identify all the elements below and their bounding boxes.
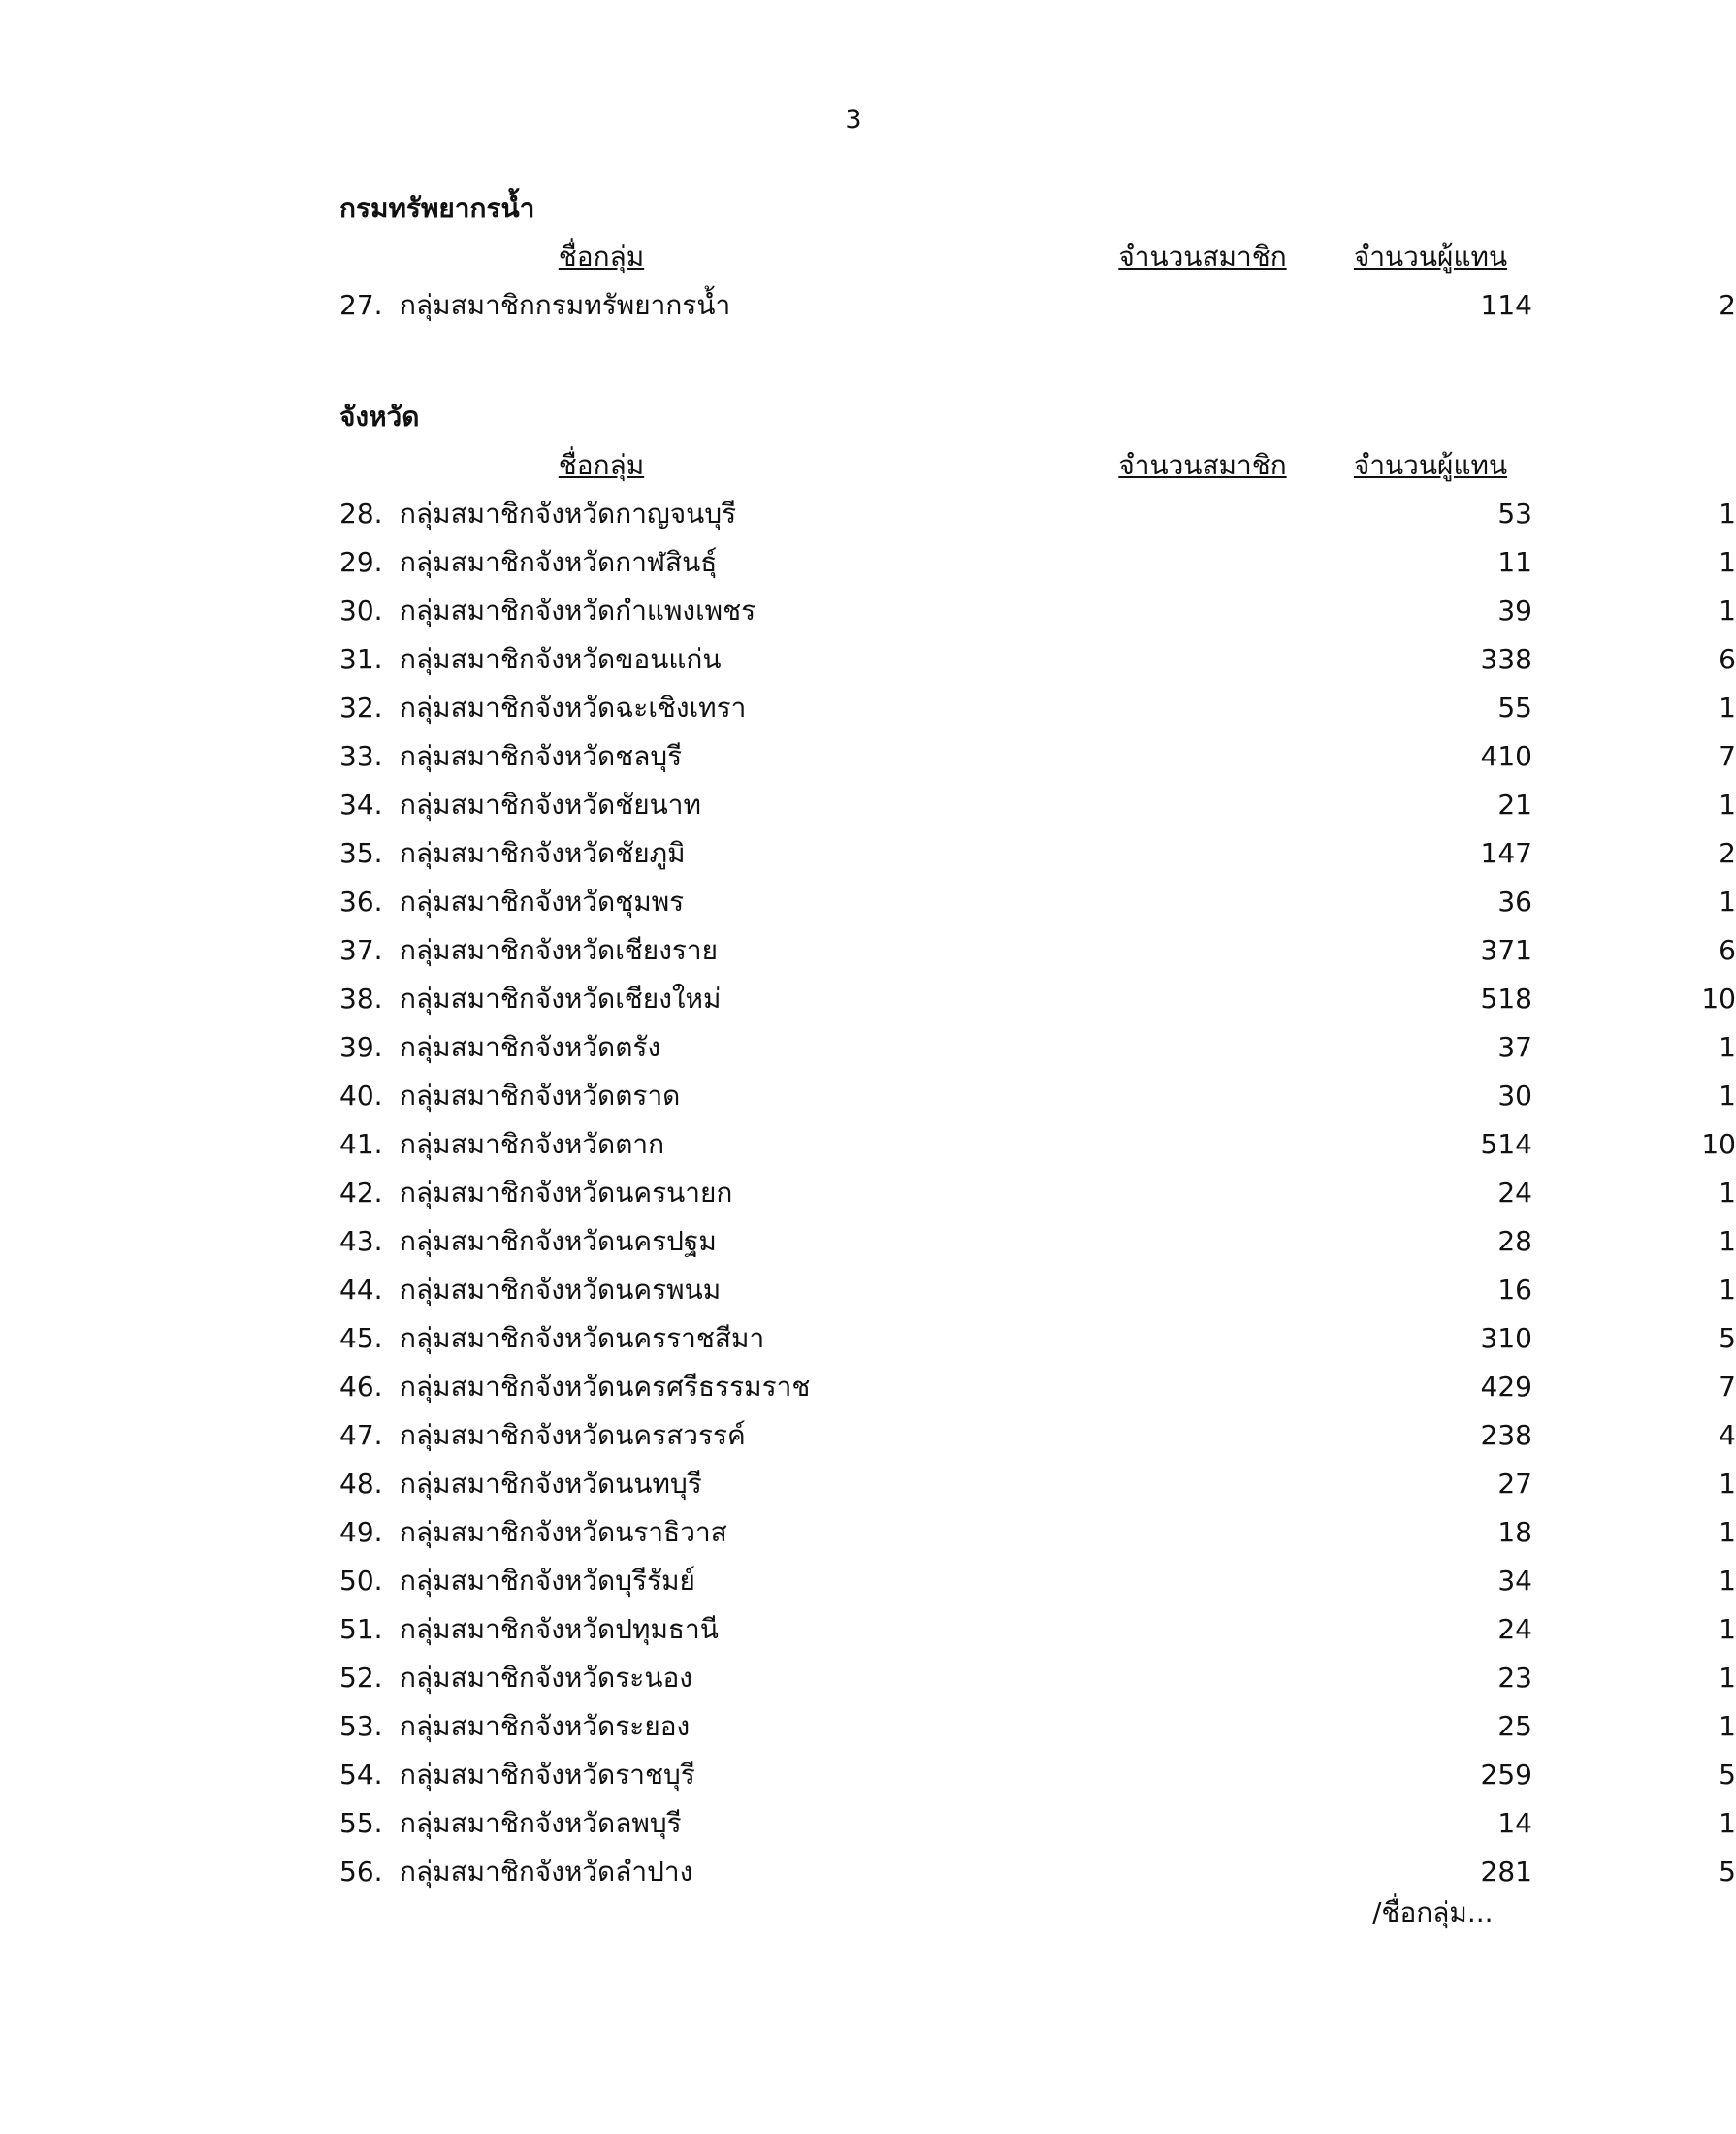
rep-count: 1 bbox=[1719, 1468, 1736, 1500]
rep-count: 1 bbox=[1719, 1080, 1736, 1112]
group-name: กลุ่มสมาชิกกรมทรัพยากรน้ำ bbox=[400, 289, 731, 321]
table-row bbox=[339, 684, 1736, 732]
rep-count: 1 bbox=[1719, 1613, 1736, 1645]
row-number: 35. bbox=[339, 837, 383, 869]
row-number: 32. bbox=[339, 692, 383, 724]
group-name: กลุ่มสมาชิกจังหวัดลพบุรี bbox=[400, 1807, 682, 1839]
table-header bbox=[339, 441, 1508, 490]
member-count: 410 bbox=[1480, 740, 1532, 772]
table-row bbox=[339, 1460, 1736, 1508]
table-row bbox=[339, 1363, 1736, 1411]
group-name: กลุ่มสมาชิกจังหวัดตาก bbox=[400, 1128, 665, 1160]
group-name: กลุ่มสมาชิกจังหวัดบุรีรัมย์ bbox=[400, 1565, 695, 1597]
member-count: 30 bbox=[1497, 1080, 1532, 1112]
row-number: 46. bbox=[339, 1371, 383, 1403]
member-count: 27 bbox=[1497, 1468, 1532, 1500]
table-row bbox=[339, 587, 1736, 635]
group-name: กลุ่มสมาชิกจังหวัดนครปฐม bbox=[400, 1225, 717, 1257]
group-name: กลุ่มสมาชิกจังหวัดนราธิวาส bbox=[400, 1516, 727, 1548]
rep-count: 1 bbox=[1719, 1807, 1736, 1839]
member-count: 16 bbox=[1497, 1274, 1532, 1306]
rep-count: 1 bbox=[1719, 595, 1736, 627]
member-count: 55 bbox=[1497, 692, 1532, 724]
rep-count: 1 bbox=[1719, 498, 1736, 530]
group-name: กลุ่มสมาชิกจังหวัดนครศรีธรรมราช bbox=[400, 1371, 811, 1403]
rep-count: 1 bbox=[1719, 1662, 1736, 1694]
row-number: 45. bbox=[339, 1322, 383, 1354]
group-name: กลุ่มสมาชิกจังหวัดชัยนาท bbox=[400, 789, 701, 821]
rep-count: 1 bbox=[1719, 1516, 1736, 1548]
group-name: กลุ่มสมาชิกจังหวัดนครราชสีมา bbox=[400, 1322, 765, 1354]
rep-count: 2 bbox=[1719, 837, 1736, 869]
header-reps: จำนวนผู้แทน bbox=[1353, 241, 1508, 273]
rep-count: 7 bbox=[1719, 1371, 1736, 1403]
header-name: ชื่อกลุ่ม bbox=[558, 241, 645, 273]
row-number: 47. bbox=[339, 1419, 383, 1451]
table-row bbox=[339, 1072, 1736, 1120]
table-row bbox=[339, 1654, 1736, 1702]
row-number: 39. bbox=[339, 1031, 383, 1063]
table-row bbox=[339, 1702, 1736, 1751]
rep-count: 1 bbox=[1719, 1565, 1736, 1597]
member-count: 23 bbox=[1497, 1662, 1532, 1694]
group-name: กลุ่มสมาชิกจังหวัดชัยภูมิ bbox=[400, 837, 686, 869]
group-name: กลุ่มสมาชิกจังหวัดปทุมธานี bbox=[400, 1613, 719, 1645]
group-name: กลุ่มสมาชิกจังหวัดนครนายก bbox=[400, 1177, 733, 1209]
table-row bbox=[339, 1314, 1736, 1363]
table-row bbox=[339, 1508, 1736, 1557]
section-title: จังหวัด bbox=[339, 401, 420, 433]
row-number: 50. bbox=[339, 1565, 383, 1597]
member-count: 114 bbox=[1480, 289, 1532, 321]
table-row bbox=[339, 281, 1736, 330]
section-water-resources bbox=[339, 184, 1736, 330]
member-count: 147 bbox=[1480, 837, 1532, 869]
row-number: 30. bbox=[339, 595, 383, 627]
table-row bbox=[339, 829, 1736, 878]
table-row bbox=[339, 1023, 1736, 1072]
member-count: 34 bbox=[1497, 1565, 1532, 1597]
rep-count: 6 bbox=[1719, 934, 1736, 966]
group-name: กลุ่มสมาชิกจังหวัดนครพนม bbox=[400, 1274, 722, 1306]
row-number: 34. bbox=[339, 789, 383, 821]
member-count: 37 bbox=[1497, 1031, 1532, 1063]
section-title: กรมทรัพยากรน้ำ bbox=[339, 192, 535, 224]
rep-count: 1 bbox=[1719, 789, 1736, 821]
rep-count: 10 bbox=[1701, 1128, 1736, 1160]
table-row bbox=[339, 1217, 1736, 1266]
rep-count: 1 bbox=[1719, 886, 1736, 918]
member-count: 24 bbox=[1497, 1177, 1532, 1209]
row-number: 31. bbox=[339, 643, 383, 675]
table-row bbox=[339, 975, 1736, 1023]
member-count: 25 bbox=[1497, 1710, 1532, 1742]
rep-count: 2 bbox=[1719, 289, 1736, 321]
row-number: 36. bbox=[339, 886, 383, 918]
member-count: 338 bbox=[1480, 643, 1532, 675]
table-row bbox=[339, 1557, 1736, 1605]
header-name: ชื่อกลุ่ม bbox=[558, 449, 645, 481]
row-number: 55. bbox=[339, 1807, 383, 1839]
member-count: 429 bbox=[1480, 1371, 1532, 1403]
row-number: 28. bbox=[339, 498, 383, 530]
member-count: 24 bbox=[1497, 1613, 1532, 1645]
member-count: 18 bbox=[1497, 1516, 1532, 1548]
member-count: 281 bbox=[1480, 1856, 1532, 1888]
rep-count: 1 bbox=[1719, 1274, 1736, 1306]
table-row bbox=[339, 490, 1736, 538]
group-name: กลุ่มสมาชิกจังหวัดราชบุรี bbox=[400, 1759, 695, 1791]
row-number: 29. bbox=[339, 546, 383, 578]
member-count: 14 bbox=[1497, 1807, 1532, 1839]
member-count: 28 bbox=[1497, 1225, 1532, 1257]
rep-count: 10 bbox=[1701, 983, 1736, 1015]
group-name: กลุ่มสมาชิกจังหวัดตรัง bbox=[400, 1031, 661, 1063]
row-number: 53. bbox=[339, 1710, 383, 1742]
member-count: 36 bbox=[1497, 886, 1532, 918]
rep-count: 1 bbox=[1719, 1177, 1736, 1209]
rep-count: 1 bbox=[1719, 1225, 1736, 1257]
row-number: 44. bbox=[339, 1274, 383, 1306]
member-count: 310 bbox=[1480, 1322, 1532, 1354]
group-name: กลุ่มสมาชิกจังหวัดเชียงราย bbox=[400, 934, 719, 966]
row-number: 27. bbox=[339, 289, 383, 321]
row-number: 52. bbox=[339, 1662, 383, 1694]
member-count: 11 bbox=[1497, 546, 1532, 578]
row-number: 37. bbox=[339, 934, 383, 966]
rep-count: 5 bbox=[1719, 1759, 1736, 1791]
rep-count: 1 bbox=[1719, 546, 1736, 578]
row-number: 42. bbox=[339, 1177, 383, 1209]
page-number: 3 bbox=[845, 105, 862, 135]
table-body bbox=[339, 281, 1736, 330]
continuation-note: /ชื่อกลุ่ม... bbox=[1372, 1896, 1494, 1928]
member-count: 259 bbox=[1480, 1759, 1532, 1791]
group-name: กลุ่มสมาชิกจังหวัดฉะเชิงเทรา bbox=[400, 692, 747, 724]
table-row bbox=[339, 538, 1736, 587]
header-reps: จำนวนผู้แทน bbox=[1353, 449, 1508, 481]
group-name: กลุ่มสมาชิกจังหวัดชลบุรี bbox=[400, 740, 683, 772]
header-members: จำนวนสมาชิก bbox=[1118, 449, 1287, 481]
rep-count: 7 bbox=[1719, 740, 1736, 772]
member-count: 39 bbox=[1497, 595, 1532, 627]
rep-count: 4 bbox=[1719, 1419, 1736, 1451]
group-name: กลุ่มสมาชิกจังหวัดนครสวรรค์ bbox=[400, 1419, 746, 1451]
group-name: กลุ่มสมาชิกจังหวัดกาญจนบุรี bbox=[400, 498, 737, 530]
table-row bbox=[339, 1848, 1736, 1896]
group-name: กลุ่มสมาชิกจังหวัดเชียงใหม่ bbox=[400, 983, 722, 1015]
table-row bbox=[339, 1605, 1736, 1654]
table-row bbox=[339, 781, 1736, 829]
row-number: 41. bbox=[339, 1128, 383, 1160]
group-name: กลุ่มสมาชิกจังหวัดระยอง bbox=[400, 1710, 691, 1742]
group-name: กลุ่มสมาชิกจังหวัดระนอง bbox=[400, 1662, 692, 1694]
row-number: 49. bbox=[339, 1516, 383, 1548]
table-body bbox=[339, 490, 1736, 1896]
table-header bbox=[339, 233, 1508, 281]
row-number: 38. bbox=[339, 983, 383, 1015]
row-number: 51. bbox=[339, 1613, 383, 1645]
rep-count: 5 bbox=[1719, 1856, 1736, 1888]
table-row bbox=[339, 1799, 1736, 1848]
group-name: กลุ่มสมาชิกจังหวัดกำแพงเพชร bbox=[400, 595, 756, 627]
rep-count: 1 bbox=[1719, 1710, 1736, 1742]
table-row bbox=[339, 1169, 1736, 1217]
row-number: 48. bbox=[339, 1468, 383, 1500]
table-row bbox=[339, 1411, 1736, 1460]
row-number: 56. bbox=[339, 1856, 383, 1888]
group-name: กลุ่มสมาชิกจังหวัดนนทบุรี bbox=[400, 1468, 702, 1500]
table-row bbox=[339, 635, 1736, 684]
table-row bbox=[339, 926, 1736, 975]
group-name: กลุ่มสมาชิกจังหวัดตราด bbox=[400, 1080, 681, 1112]
table-row bbox=[339, 1751, 1736, 1799]
group-name: กลุ่มสมาชิกจังหวัดขอนแก่น bbox=[400, 643, 722, 675]
table-row bbox=[339, 878, 1736, 926]
row-number: 43. bbox=[339, 1225, 383, 1257]
section-provinces bbox=[339, 393, 1736, 1896]
group-name: กลุ่มสมาชิกจังหวัดชุมพร bbox=[400, 886, 685, 918]
member-count: 514 bbox=[1480, 1128, 1532, 1160]
member-count: 53 bbox=[1497, 498, 1532, 530]
member-count: 518 bbox=[1480, 983, 1532, 1015]
row-number: 40. bbox=[339, 1080, 383, 1112]
header-members: จำนวนสมาชิก bbox=[1118, 241, 1287, 273]
rep-count: 5 bbox=[1719, 1322, 1736, 1354]
rep-count: 1 bbox=[1719, 692, 1736, 724]
row-number: 33. bbox=[339, 740, 383, 772]
table-row bbox=[339, 732, 1736, 781]
table-row bbox=[339, 1266, 1736, 1314]
group-name: กลุ่มสมาชิกจังหวัดกาฬสินธุ์ bbox=[400, 546, 718, 578]
row-number: 54. bbox=[339, 1759, 383, 1791]
member-count: 21 bbox=[1497, 789, 1532, 821]
rep-count: 6 bbox=[1719, 643, 1736, 675]
rep-count: 1 bbox=[1719, 1031, 1736, 1063]
member-count: 238 bbox=[1480, 1419, 1532, 1451]
member-count: 371 bbox=[1480, 934, 1532, 966]
table-row bbox=[339, 1120, 1736, 1169]
group-name: กลุ่มสมาชิกจังหวัดลำปาง bbox=[400, 1856, 693, 1888]
